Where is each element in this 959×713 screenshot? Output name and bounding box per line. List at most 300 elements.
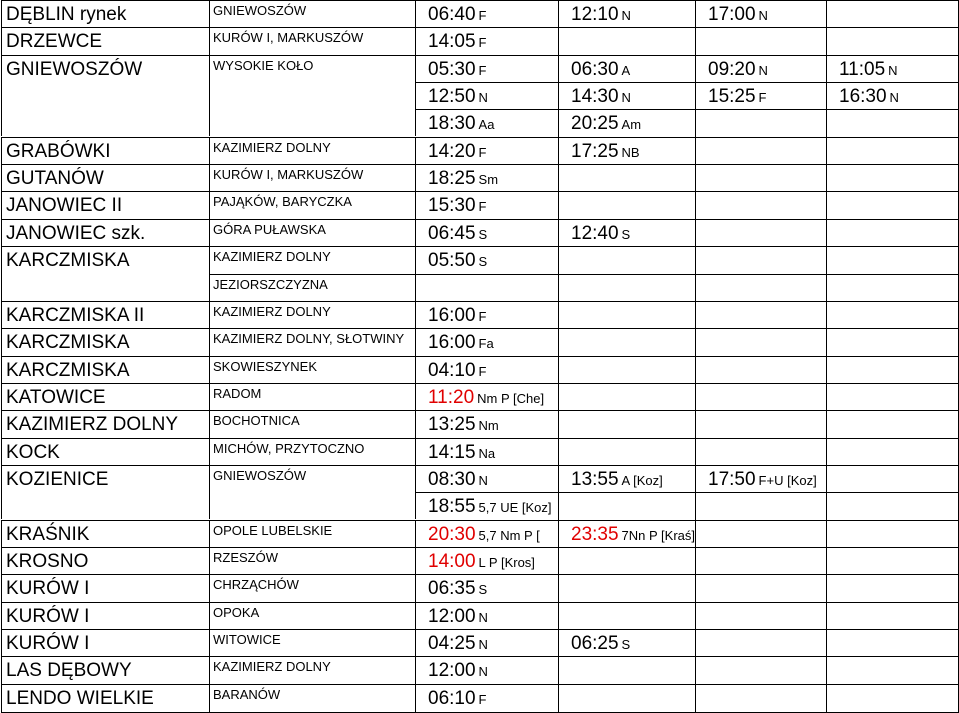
departure-cell [827, 109, 959, 137]
departure-cell [416, 547, 559, 575]
route-via: OPOLE LUBELSKIE [213, 523, 333, 538]
departure-cell [559, 328, 696, 356]
destination-cell [1, 492, 210, 519]
departure-time: 05:50 [428, 250, 476, 271]
destination-cell [1, 109, 210, 136]
departure-cell [696, 137, 827, 165]
departure-cell [416, 520, 559, 548]
route-via-cell [209, 492, 416, 519]
departure-note: F [758, 90, 767, 105]
departure-cell [416, 574, 559, 602]
table-row [1, 82, 958, 109]
route-via-cell [209, 410, 416, 438]
departure-time: 23:35 [571, 524, 619, 545]
timetable [1, 0, 958, 712]
destination-cell [1, 27, 210, 55]
departure-cell [416, 164, 559, 192]
departure-cell [827, 410, 959, 438]
departure-cell [696, 274, 827, 302]
departure-cell [416, 137, 559, 165]
route-via: KAZIMIERZ DOLNY, SŁOTWINY [213, 331, 405, 346]
departure-time: 12:50 [428, 86, 476, 107]
destination-cell [1, 656, 210, 684]
departure-cell [559, 301, 696, 329]
departure-cell [416, 465, 559, 493]
departure-note: F [478, 145, 487, 160]
destination-cell [1, 301, 210, 329]
route-via-cell [209, 629, 416, 657]
destination-cell [1, 547, 210, 575]
departure-note: NB [621, 145, 640, 160]
destination-cell [1, 383, 210, 411]
destination-name: KRAŚNIK [6, 524, 90, 545]
route-via-cell [209, 328, 416, 356]
departure-time: 16:00 [428, 305, 476, 326]
departure-cell [559, 410, 696, 438]
departure-cell [827, 219, 959, 247]
departure-cell [559, 574, 696, 602]
destination-cell [1, 684, 210, 713]
departure-cell [827, 137, 959, 165]
departure-cell [559, 465, 696, 493]
table-row [1, 356, 958, 383]
departure-cell [827, 465, 959, 493]
departure-time: 20:30 [428, 524, 476, 545]
departure-cell [416, 274, 559, 302]
departure-cell [827, 356, 959, 384]
destination-cell [1, 191, 210, 219]
departure-cell [827, 602, 959, 630]
destination-name: JANOWIEC II [6, 195, 123, 216]
route-via: KAZIMIERZ DOLNY [213, 659, 331, 674]
departure-cell [696, 82, 827, 110]
departure-cell [416, 656, 559, 684]
departure-note: N [621, 90, 631, 105]
route-via: KURÓW I, MARKUSZÓW [213, 167, 364, 182]
departure-note: S [621, 227, 631, 242]
departure-cell [416, 109, 559, 137]
departure-cell [559, 602, 696, 630]
departure-time: 12:40 [571, 223, 619, 244]
departure-note: F+U [Koz] [758, 473, 817, 488]
departure-note: 7Nn P [Kraś] [621, 528, 696, 543]
departure-note: 5,7 Nm P [ [478, 528, 540, 543]
route-via-cell [209, 684, 416, 713]
route-via: SKOWIESZYNEK [213, 359, 318, 374]
departure-cell [696, 55, 827, 83]
route-via-cell [209, 55, 416, 83]
destination-cell [1, 137, 210, 165]
departure-time: 12:10 [571, 4, 619, 25]
departure-time: 18:55 [428, 496, 476, 517]
departure-cell [559, 55, 696, 83]
departure-cell [827, 656, 959, 684]
departure-note: F [478, 692, 487, 707]
departure-time: 14:05 [428, 31, 476, 52]
route-via: MICHÓW, PRZYTOCZNO [213, 441, 365, 456]
route-via: KAZIMIERZ DOLNY [213, 304, 331, 319]
route-via: JEZIORSZCZYZNA [213, 277, 328, 292]
departure-cell [416, 684, 559, 713]
destination-cell [1, 328, 210, 356]
route-via-cell [209, 246, 416, 274]
departure-cell [696, 383, 827, 411]
departure-note: F [478, 199, 487, 214]
departure-cell [559, 109, 696, 137]
departure-cell [416, 438, 559, 466]
destination-name: LAS DĘBOWY [6, 660, 132, 681]
departure-cell [559, 82, 696, 110]
route-via-cell [209, 164, 416, 192]
departure-cell [827, 27, 959, 55]
departure-cell [416, 301, 559, 329]
route-via: PAJĄKÓW, BARYCZKA [213, 194, 352, 209]
table-row [1, 629, 958, 656]
route-via-cell [209, 520, 416, 548]
table-row [1, 574, 958, 601]
destination-name: KARCZMISKA II [6, 305, 145, 326]
departure-time: 05:30 [428, 59, 476, 80]
departure-cell [559, 27, 696, 55]
departure-note: N [888, 63, 898, 78]
departure-time: 11:20 [428, 387, 475, 408]
departure-cell [416, 191, 559, 219]
route-via-cell [209, 82, 416, 109]
departure-note: F [478, 309, 487, 324]
departure-cell [696, 602, 827, 630]
departure-cell [416, 27, 559, 55]
departure-note: N [478, 473, 488, 488]
table-row [1, 109, 958, 136]
departure-cell [559, 219, 696, 247]
destination-name: KARCZMISKA [6, 332, 130, 353]
departure-cell [696, 547, 827, 575]
departure-cell [559, 684, 696, 713]
destination-name: KROSNO [6, 551, 89, 572]
departure-note: N [478, 610, 488, 625]
departure-cell [696, 246, 827, 274]
departure-time: 12:00 [428, 606, 476, 627]
departure-note: Nm [478, 418, 499, 433]
departure-cell [696, 629, 827, 657]
departure-cell [827, 301, 959, 329]
route-via-cell [209, 137, 416, 165]
departure-cell [827, 547, 959, 575]
destination-cell [1, 520, 210, 548]
destination-cell [1, 602, 210, 630]
departure-cell [696, 191, 827, 219]
departure-time: 04:10 [428, 360, 476, 381]
departure-cell [559, 246, 696, 274]
departure-cell [827, 164, 959, 192]
departure-cell [827, 438, 959, 466]
departure-cell [416, 246, 559, 274]
departure-cell [559, 0, 696, 28]
route-via-cell [209, 383, 416, 411]
table-row [1, 55, 958, 82]
departure-note: Am [621, 117, 642, 132]
departure-time: 14:20 [428, 141, 476, 162]
destination-name: KARCZMISKA [6, 250, 130, 271]
table-row [1, 410, 958, 437]
table-row [1, 164, 958, 191]
route-via: RADOM [213, 386, 262, 401]
departure-note: N [758, 8, 768, 23]
route-via: BOCHOTNICA [213, 413, 300, 428]
departure-time: 20:25 [571, 113, 619, 134]
departure-cell [827, 520, 959, 548]
departure-time: 14:00 [428, 551, 476, 572]
departure-time: 04:25 [428, 633, 476, 654]
departure-note: Na [478, 446, 496, 461]
departure-time: 15:25 [708, 86, 756, 107]
route-via-cell [209, 465, 416, 493]
departure-cell [559, 492, 696, 520]
departure-cell [827, 492, 959, 520]
departure-cell [559, 164, 696, 192]
departure-cell [696, 164, 827, 192]
destination-cell [1, 246, 210, 274]
departure-cell [696, 520, 827, 548]
departure-cell [696, 684, 827, 713]
destination-name: KURÓW I [6, 633, 90, 654]
departure-cell [696, 328, 827, 356]
departure-cell [696, 574, 827, 602]
departure-cell [827, 82, 959, 110]
destination-name: KAZIMIERZ DOLNY [6, 414, 179, 435]
departure-note: N [478, 637, 488, 652]
departure-time: 09:20 [708, 59, 756, 80]
departure-note: L P [Kros] [478, 555, 535, 570]
table-row [1, 492, 958, 519]
departure-time: 06:40 [428, 4, 476, 25]
route-via: GNIEWOSZÓW [213, 3, 307, 18]
departure-cell [416, 0, 559, 28]
departure-time: 12:00 [428, 660, 476, 681]
departure-cell [827, 0, 959, 28]
departure-cell [696, 356, 827, 384]
departure-cell [559, 137, 696, 165]
departure-note: S [478, 254, 488, 269]
departure-note: F [478, 63, 487, 78]
destination-name: KATOWICE [6, 387, 106, 408]
departure-cell [696, 27, 827, 55]
route-via-cell [209, 356, 416, 384]
destination-cell [1, 356, 210, 384]
departure-cell [559, 274, 696, 302]
departure-cell [696, 0, 827, 28]
departure-cell [416, 629, 559, 657]
table-row [1, 328, 958, 355]
departure-cell [559, 547, 696, 575]
destination-cell [1, 274, 210, 301]
destination-name: JANOWIEC szk. [6, 223, 146, 244]
destination-cell [1, 0, 210, 28]
departure-cell [827, 629, 959, 657]
departure-time: 11:05 [839, 59, 886, 80]
route-via-cell [209, 656, 416, 684]
departure-cell [559, 191, 696, 219]
departure-cell [827, 684, 959, 713]
table-row [1, 27, 958, 54]
departure-cell [559, 383, 696, 411]
departure-note: A [621, 63, 631, 78]
route-via: GNIEWOSZÓW [213, 468, 307, 483]
departure-time: 06:35 [428, 578, 476, 599]
route-via-cell [209, 438, 416, 466]
table-row [1, 137, 958, 164]
route-via: WITOWICE [213, 632, 281, 647]
departure-note: F [478, 364, 487, 379]
departure-time: 08:30 [428, 469, 476, 490]
departure-cell [827, 574, 959, 602]
destination-cell [1, 410, 210, 438]
table-row [1, 301, 958, 328]
departure-time: 06:30 [571, 59, 619, 80]
departure-note: S [478, 227, 488, 242]
departure-cell [696, 410, 827, 438]
departure-cell [416, 219, 559, 247]
destination-name: KOZIENICE [6, 469, 109, 490]
route-via-cell [209, 547, 416, 575]
route-via-cell [209, 574, 416, 602]
departure-note: N [621, 8, 631, 23]
destination-name: KURÓW I [6, 606, 90, 627]
departure-cell [559, 356, 696, 384]
departure-time: 16:30 [839, 86, 887, 107]
departure-cell [696, 109, 827, 137]
departure-cell [696, 219, 827, 247]
route-via-cell [209, 0, 416, 28]
destination-name: LENDO WIELKIE [6, 688, 154, 709]
destination-cell [1, 219, 210, 247]
route-via-cell [209, 191, 416, 219]
destination-cell [1, 629, 210, 657]
departure-time: 17:00 [708, 4, 756, 25]
departure-note: Sm [478, 172, 499, 187]
table-row [1, 246, 958, 273]
destination-name: GUTANÓW [6, 168, 104, 189]
route-via-cell [209, 27, 416, 55]
route-via-cell [209, 602, 416, 630]
destination-name: DRZEWCE [6, 31, 103, 52]
departure-note: S [621, 637, 631, 652]
route-via: OPOKA [213, 605, 260, 620]
destination-name: GNIEWOSZÓW [6, 59, 143, 80]
departure-time: 14:30 [571, 86, 619, 107]
departure-cell [559, 520, 696, 548]
departure-time: 06:10 [428, 688, 476, 709]
table-row [1, 547, 958, 574]
departure-time: 13:25 [428, 414, 476, 435]
departure-cell [827, 55, 959, 83]
destination-name: DĘBLIN rynek [6, 4, 127, 25]
departure-note: Fa [478, 336, 494, 351]
destination-name: KOCK [6, 442, 60, 463]
route-via-cell [209, 109, 416, 136]
destination-name: KARCZMISKA [6, 360, 130, 381]
departure-cell [416, 55, 559, 83]
departure-time: 13:55 [571, 469, 619, 490]
destination-cell [1, 574, 210, 602]
departure-time: 18:25 [428, 168, 476, 189]
table-row [1, 656, 958, 683]
destination-name: GRABÓWKI [6, 141, 111, 162]
table-row [1, 219, 958, 246]
route-via-cell [209, 219, 416, 247]
departure-cell [416, 82, 559, 110]
departure-note: Nm P [Che] [477, 391, 545, 406]
departure-cell [416, 410, 559, 438]
departure-cell [696, 492, 827, 520]
departure-cell [827, 383, 959, 411]
destination-cell [1, 438, 210, 466]
departure-cell [827, 328, 959, 356]
departure-time: 16:00 [428, 332, 476, 353]
departure-cell [559, 656, 696, 684]
route-via: RZESZÓW [213, 550, 278, 565]
destination-cell [1, 164, 210, 192]
departure-time: 17:50 [708, 469, 756, 490]
destination-cell [1, 465, 210, 493]
table-row [1, 465, 958, 492]
departure-note: 5,7 UE [Koz] [478, 500, 552, 515]
route-via: CHRZĄCHÓW [213, 577, 299, 592]
table-row [1, 602, 958, 629]
route-via: KURÓW I, MARKUSZÓW [213, 30, 364, 45]
route-via: BARANÓW [213, 687, 281, 702]
departure-note: Aa [478, 117, 495, 132]
departure-time: 17:25 [571, 141, 619, 162]
departure-cell [696, 438, 827, 466]
departure-note: F [478, 35, 487, 50]
departure-cell [416, 602, 559, 630]
departure-note: N [478, 90, 488, 105]
departure-cell [827, 274, 959, 302]
departure-note: N [889, 90, 899, 105]
table-row [1, 438, 958, 465]
departure-cell [827, 246, 959, 274]
route-via: KAZIMIERZ DOLNY [213, 249, 331, 264]
departure-note: N [758, 63, 768, 78]
route-via: WYSOKIE KOŁO [213, 58, 314, 73]
departure-cell [827, 191, 959, 219]
table-row [1, 684, 958, 711]
departure-cell [559, 438, 696, 466]
departure-note: N [478, 664, 488, 679]
departure-cell [416, 328, 559, 356]
departure-cell [416, 492, 559, 520]
destination-name: KURÓW I [6, 578, 90, 599]
route-via-cell [209, 274, 416, 302]
destination-cell [1, 55, 210, 83]
route-via-cell [209, 301, 416, 329]
departure-cell [696, 465, 827, 493]
table-row [1, 383, 958, 410]
departure-time: 14:15 [428, 442, 476, 463]
table-row [1, 191, 958, 218]
departure-cell [416, 383, 559, 411]
departure-note: F [478, 8, 487, 23]
route-via: GÓRA PUŁAWSKA [213, 222, 326, 237]
departure-note: S [478, 582, 488, 597]
departure-note: A [Koz] [621, 473, 663, 488]
departure-cell [696, 656, 827, 684]
departure-time: 06:25 [571, 633, 619, 654]
route-via: KAZIMIERZ DOLNY [213, 140, 331, 155]
destination-cell [1, 82, 210, 109]
table-row [1, 274, 958, 301]
